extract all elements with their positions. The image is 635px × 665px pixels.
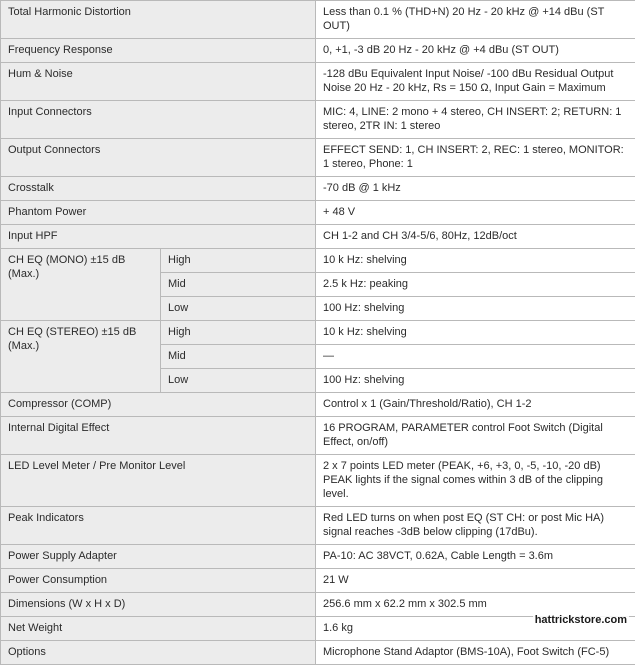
spec-label: Dimensions (W x H x D) <box>1 593 316 617</box>
eq-band-label: Mid <box>161 273 316 297</box>
table-row <box>1 507 635 545</box>
spec-value: Less than 0.1 % (THD+N) 20 Hz - 20 kHz @ +14 dBu (ST OUT) <box>316 1 635 39</box>
eq-band-label: High <box>161 321 316 345</box>
spec-value: -128 dBu Equivalent Input Noise/ -100 dBu Residual Output Noise 20 Hz - 20 kHz, Rs = 150 Ω, Input Gain = Maximum <box>316 63 635 101</box>
eq-band-value: 100 Hz: shelving <box>316 297 635 321</box>
spec-label: Options <box>1 641 316 665</box>
table-row <box>1 569 635 593</box>
table-row <box>1 63 635 101</box>
spec-value: MIC: 4, LINE: 2 mono + 4 stereo, CH INSERT: 2; RETURN: 1 stereo, 2TR IN: 1 stereo <box>316 101 635 139</box>
spec-value: 2 x 7 points LED meter (PEAK, +6, +3, 0, -5, -10, -20 dB) PEAK lights if the signal comes within 3 dB of the clipping level. <box>316 455 635 507</box>
spec-value: Control x 1 (Gain/Threshold/Ratio), CH 1-2 <box>316 393 635 417</box>
spec-label: Total Harmonic Distortion <box>1 1 316 39</box>
eq-band-value: 100 Hz: shelving <box>316 369 635 393</box>
spec-label: Crosstalk <box>1 177 316 201</box>
table-row <box>1 249 635 273</box>
spec-label: Frequency Response <box>1 39 316 63</box>
table-row <box>1 393 635 417</box>
table-row <box>1 321 635 345</box>
spec-value: CH 1-2 and CH 3/4-5/6, 80Hz, 12dB/oct <box>316 225 635 249</box>
table-row <box>1 225 635 249</box>
spec-value: 21 W <box>316 569 635 593</box>
spec-value: Red LED turns on when post EQ (ST CH: or post Mic HA) signal reaches -3dB below clipping (17dBu). <box>316 507 635 545</box>
spec-label: Power Consumption <box>1 569 316 593</box>
table-row <box>1 39 635 63</box>
eq-stereo-label: CH EQ (STEREO) ±15 dB (Max.) <box>1 321 161 393</box>
spec-label: Input Connectors <box>1 101 316 139</box>
spec-value: -70 dB @ 1 kHz <box>316 177 635 201</box>
eq-band-value: 10 k Hz: shelving <box>316 249 635 273</box>
spec-value: Microphone Stand Adaptor (BMS-10A), Foot Switch (FC-5) <box>316 641 635 665</box>
spec-value: 0, +1, -3 dB 20 Hz - 20 kHz @ +4 dBu (ST OUT) <box>316 39 635 63</box>
table-row <box>1 593 635 617</box>
spec-label: Hum & Noise <box>1 63 316 101</box>
eq-band-value: 2.5 k Hz: peaking <box>316 273 635 297</box>
table-row <box>1 139 635 177</box>
spec-label: Phantom Power <box>1 201 316 225</box>
table-row <box>1 177 635 201</box>
table-row <box>1 545 635 569</box>
eq-band-label: Mid <box>161 345 316 369</box>
spec-value: 256.6 mm x 62.2 mm x 302.5 mm <box>316 593 635 617</box>
eq-band-label: Low <box>161 297 316 321</box>
spec-value: + 48 V <box>316 201 635 225</box>
eq-band-label: Low <box>161 369 316 393</box>
spec-value: PA-10: AC 38VCT, 0.62A, Cable Length = 3.6m <box>316 545 635 569</box>
table-row <box>1 1 635 39</box>
spec-value: 1.6 kg <box>316 617 635 641</box>
spec-label: Input HPF <box>1 225 316 249</box>
watermark: hattrickstore.com <box>533 614 629 626</box>
spec-value: 16 PROGRAM, PARAMETER control Foot Switch (Digital Effect, on/off) <box>316 417 635 455</box>
table-row <box>1 417 635 455</box>
spec-label: Internal Digital Effect <box>1 417 316 455</box>
spec-label: Power Supply Adapter <box>1 545 316 569</box>
spec-value: EFFECT SEND: 1, CH INSERT: 2, REC: 1 stereo, MONITOR: 1 stereo, Phone: 1 <box>316 139 635 177</box>
spec-label: Compressor (COMP) <box>1 393 316 417</box>
table-row <box>1 455 635 507</box>
spec-label: LED Level Meter / Pre Monitor Level <box>1 455 316 507</box>
spec-label: Output Connectors <box>1 139 316 177</box>
table-row <box>1 641 635 665</box>
eq-band-label: High <box>161 249 316 273</box>
eq-mono-label: CH EQ (MONO) ±15 dB (Max.) <box>1 249 161 321</box>
table-row <box>1 201 635 225</box>
spec-label: Peak Indicators <box>1 507 316 545</box>
eq-band-value: — <box>316 345 635 369</box>
table-row <box>1 101 635 139</box>
spec-label: Net Weight <box>1 617 316 641</box>
eq-band-value: 10 k Hz: shelving <box>316 321 635 345</box>
